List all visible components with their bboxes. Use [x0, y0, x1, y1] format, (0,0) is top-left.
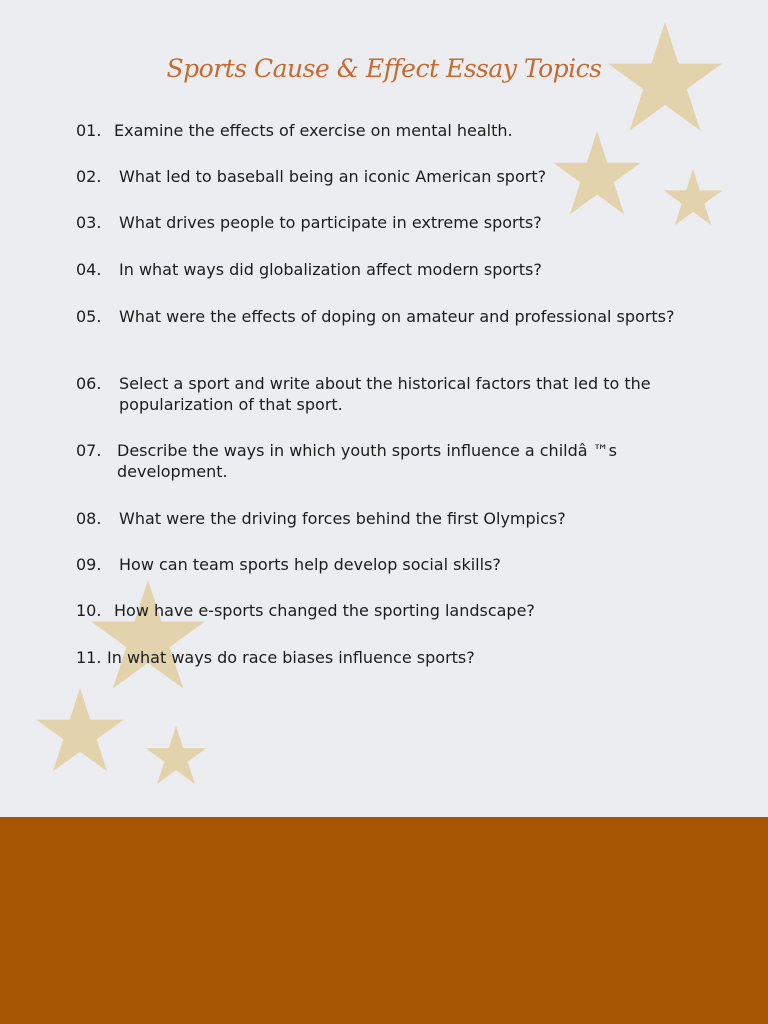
topic-number: 02.	[76, 167, 102, 186]
topic-number: 01.	[76, 121, 102, 140]
topic-number: 07.	[76, 441, 102, 460]
topic-number: 04.	[76, 260, 102, 279]
topic-text: How can team sports help develop social skills?	[119, 555, 501, 574]
topic-number: 11.	[76, 648, 102, 667]
list-item	[76, 647, 676, 668]
page-title: Sports Cause & Effect Essay Topics	[166, 54, 602, 83]
topic-number: 06.	[76, 374, 102, 393]
footer-band	[0, 817, 768, 1024]
topic-text: What led to baseball being an iconic American sport?	[119, 167, 547, 186]
topic-text: What drives people to participate in extreme sports?	[119, 213, 542, 232]
list-item	[76, 600, 676, 621]
topic-number: 09.	[76, 555, 102, 574]
topic-number: 10.	[76, 601, 102, 620]
list-item	[76, 440, 676, 482]
topic-number: 05.	[76, 307, 102, 326]
star-icon	[91, 580, 205, 689]
topic-number: 03.	[76, 213, 102, 232]
list-item	[76, 373, 676, 415]
topic-text: How have e-sports changed the sporting landscape?	[114, 601, 535, 620]
list-item	[76, 120, 676, 141]
topic-text: Select a sport and write about the historical factors that led to the popularization of that sport.	[119, 374, 651, 414]
star-icon	[146, 726, 207, 784]
topic-text: In what ways did globalization affect modern sports?	[119, 260, 542, 279]
topic-number: 08.	[76, 509, 102, 528]
list-item	[76, 212, 676, 233]
topic-text: What were the driving forces behind the first Olympics?	[119, 509, 566, 528]
list-item	[76, 508, 676, 529]
list-item	[76, 554, 676, 575]
list-item	[76, 306, 676, 327]
list-item	[76, 166, 676, 187]
topic-text: In what ways do race biases influence sports?	[107, 648, 475, 667]
topic-text: Describe the ways in which youth sports influence a childâ ™s development.	[117, 441, 617, 481]
star-icon	[36, 688, 124, 771]
topic-text: What were the effects of doping on amateur and professional sports?	[119, 307, 675, 326]
topic-text: Examine the effects of exercise on mental health.	[114, 121, 513, 140]
list-item	[76, 259, 676, 280]
